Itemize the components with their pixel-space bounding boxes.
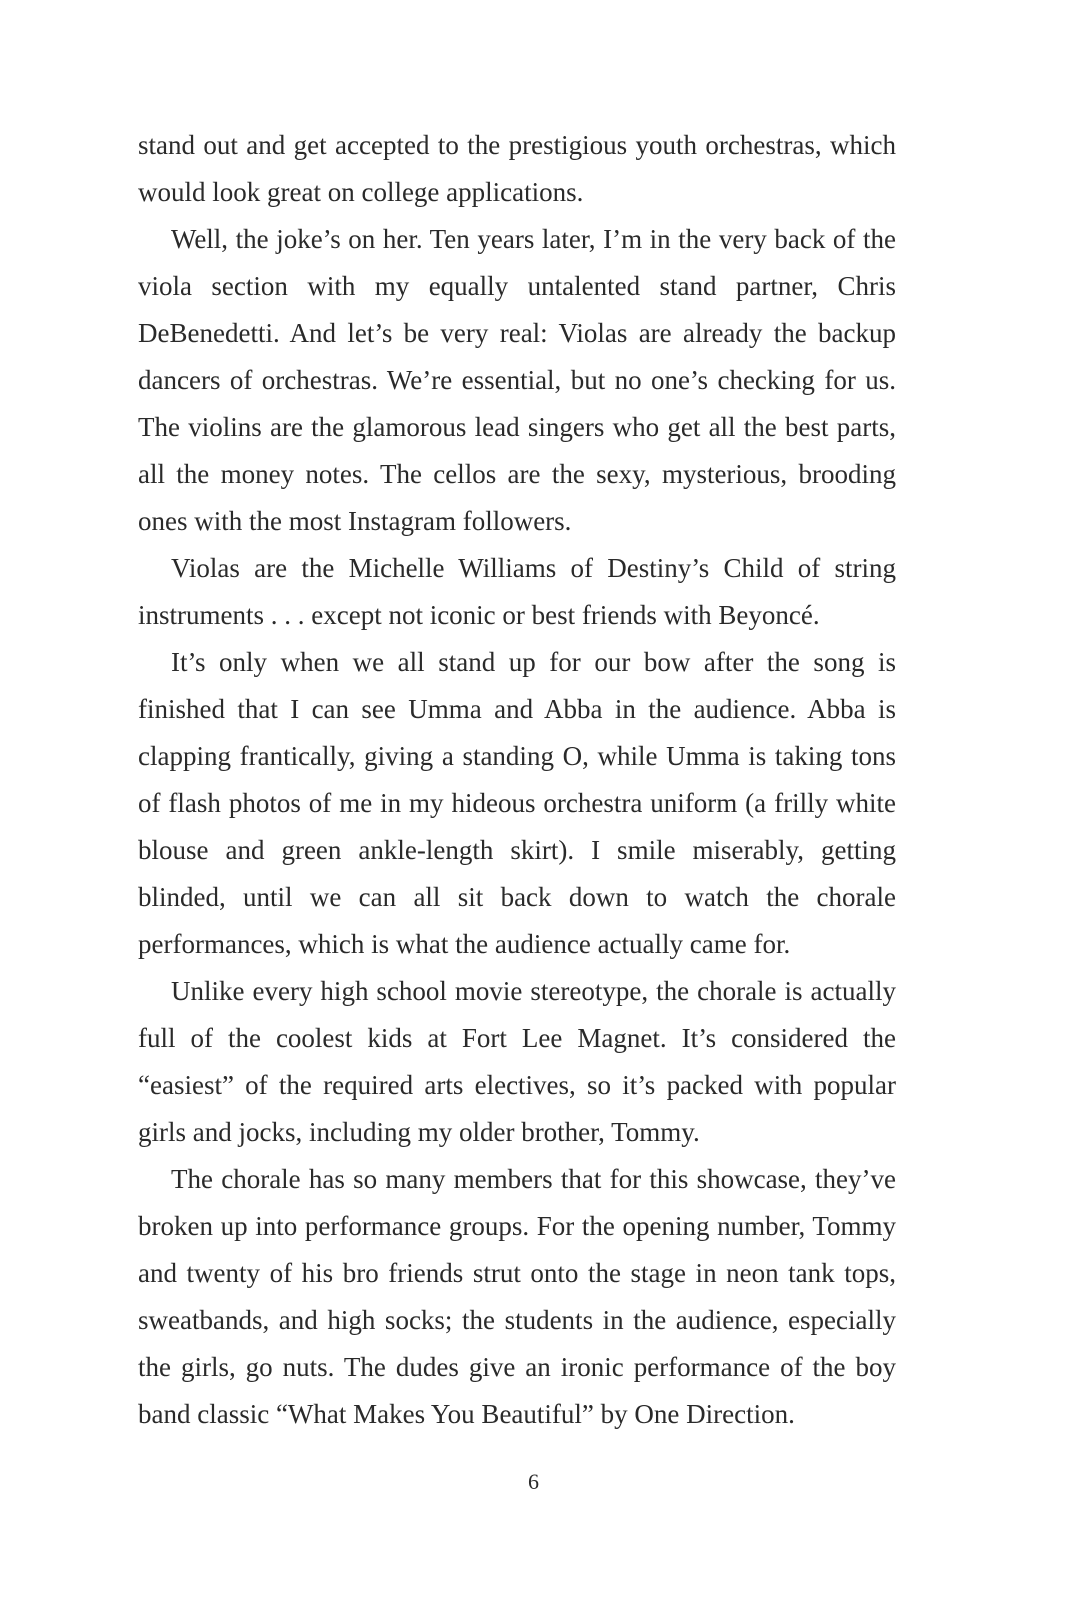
paragraph: Well, the joke’s on her. Ten years later, I’m in the very back of the viola section with my equally untalented stand partner, Chris DeBenedetti. And let’s be very real: Violas are already the backup dancers of orchestras. We’re essential, but no one’s checking for us. The violins are the glamorous lead singers who get all the best parts, all the money notes. The cellos are the sexy, mysterious, brooding ones with the most Instagram followers. xyxy=(138,224,896,536)
page-body xyxy=(138,122,896,1438)
paragraph: Violas are the Michelle Williams of Destiny’s Child of string instruments . . . except not iconic or best friends with Beyoncé. xyxy=(138,553,896,630)
paragraph: The chorale has so many members that for this showcase, they’ve broken up into performance groups. For the opening number, Tommy and twenty of his bro friends strut onto the stage in neon tank tops, sweatbands, and high socks; the students in the audience, especially the girls, go nuts. The dudes give an ironic performance of the boy band classic “What Makes You Beautiful” by One Direction. xyxy=(138,1164,896,1429)
page-number: 6 xyxy=(528,1469,539,1494)
paragraph: It’s only when we all stand up for our bow after the song is finished that I can see Umma and Abba in the audience. Abba is clapping frantically, giving a standing O, while Umma is taking tons of flash photos of me in my hideous orchestra uniform (a frilly white blouse and green ankle-length skirt). I smile miserably, getting blinded, until we can all sit back down to watch the chorale performances, which is what the audience actually came for. xyxy=(138,647,896,959)
paragraph: Unlike every high school movie stereotype, the chorale is actually full of the coolest kids at Fort Lee Magnet. It’s considered the “easiest” of the required arts electives, so it’s packed with popular girls and jocks, including my older brother, Tommy. xyxy=(138,976,896,1147)
paragraph-continued: stand out and get accepted to the prestigious youth orchestras, which would look great on college applications. xyxy=(138,130,896,207)
